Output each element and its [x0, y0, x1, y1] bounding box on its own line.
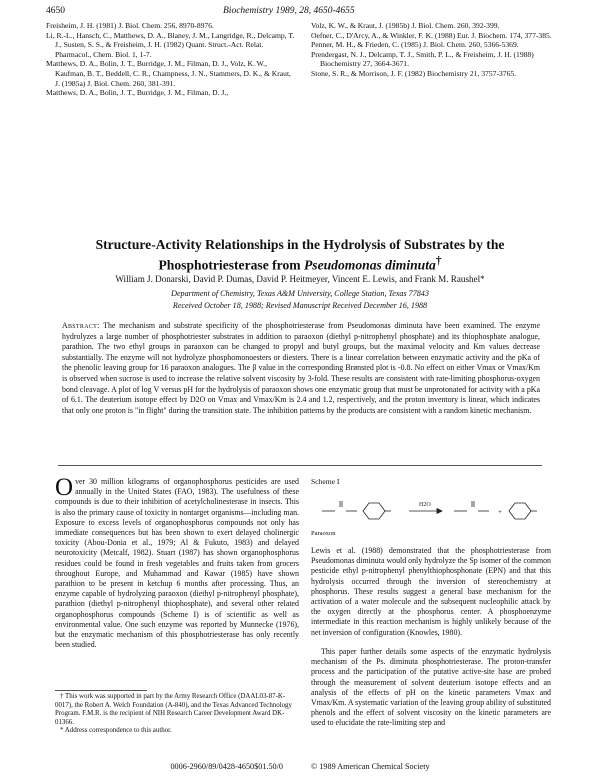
reference-item: Li, R.-L., Hansch, C., Matthews, D. A., Blaney, J. M., Langridge, R., Delcamp, T. J., Susten, S. S., & Freisheim, J. H. (1982) Quant. Struct.-Act. Relat. Pharmacol., Chem. Biol. 1, 1-7. — [46, 30, 295, 59]
title-prefix: Phosphotriesterase from — [158, 257, 304, 273]
reference-item: Freisheim, J. H. (1981) J. Biol. Chem. 256, 8970-8976. — [46, 21, 214, 30]
footnote-divider — [55, 690, 147, 691]
title-line-1: Structure-Activity Relationships in the Hydrolysis of Substrates by the — [95, 237, 505, 252]
references-right — [311, 21, 555, 79]
reaction-scheme — [309, 489, 553, 529]
reference-item: Prendergast, N. J., Delcamp, T. J., Smith, P. L., & Freisheim, J. H. (1988) Biochemistry 27, 3664-3671. — [311, 49, 534, 69]
affiliation: Department of Chemistry, Texas A&M University, College Station, Texas 77843 — [171, 289, 429, 298]
product-structure — [454, 501, 537, 519]
bottom-line — [0, 762, 600, 771]
abstract-divider — [58, 465, 542, 466]
references-left — [46, 21, 296, 98]
body-right-paragraph-1: Lewis et al. (1988) demonstrated that the phosphotriesterase from Pseudomonas diminuta would only hydrolyze the Sp isomer of the common pesticide ethyl p-nitrophenyl phenylthiophosphonate (EPN) and that this hydrolysis occurred through the inversion of stereochemistry at phosphorus. These results suggest a general base mechanism for the activation of a water molecule and the subsequent nucleophilic attack by the oxygen directly at the phosphorus center. A phosphoenzyme intermediate in this reaction mechanism is highly unlikely because of the net inversion of configuration (Knowles, 1980). — [311, 546, 551, 637]
reference-item: Volz, K. W., & Kraut, J. (1985b) J. Biol. Chem. 260, 392-399. — [311, 21, 500, 30]
reference-item: Stone, S. R., & Morrison, J. F. (1982) Biochemistry 21, 3757-3765. — [311, 68, 517, 78]
page-number: 4650 — [46, 6, 65, 16]
funding-footnote: † This work was supported in part by the Army Research Office (DAAL03-87-K-0017), the Robert A. Welch Foundation (A-840), and the Texas Advanced Technology Program. F.M.R. is the recipient of NIH Research Career Development Award DK-01366. — [55, 693, 292, 726]
abstract — [62, 321, 540, 416]
reference-item: Matthews, D. A., Bolin, J. T., Burridge, J. M., Filman, D. J., — [46, 88, 229, 98]
correspondence-footnote: * Address correspondence to this author. — [60, 727, 172, 734]
abstract-body: The mechanism and substrate specificity of the phosphotriesterase from Pseudomonas diminuta have been examined. The enzyme hydrolyzes a large number of phosphotriester substrates in addition to paraoxon (diethyl p-nitrophenyl phosphate) and its thiophosphate analogue, parathion. The two ethyl groups in paraoxon can be changed to propyl and butyl groups, but the maximal velocity and Km values decrease substantially. The enzyme will not hydrolyze phosphomonoesters or diesters. There is a linear correlation between enzymatic activity and the pKa of the phenolic leaving group for 16 paraoxon analogues. The β value in the corresponding Brønsted plot is -0.8. No effect on either Vmax or Vmax/Km is observed when sucrose is used to increase the relative solvent viscosity by 3-fold. These results are consistent with rate-limiting phosphorus-oxygen bond cleavage. A plot of log V versus pH for the hydrolysis of paraoxon shows one enzymatic group that must be unprotonated for activity with a pKa of 6.1. The deuterium isotope effect by D2O on Vmax and Vmax/Km is 2.4 and 1.2, respectively, and the proton inventory is linear, which indicates that only one proton is "in flight" during the transition state. The inhibition patterns by the products are consistent with a random kinetic mechanism. — [62, 321, 540, 415]
intro-paragraph: ver 30 million kilograms of organophosphorus pesticides are used annually in the United States (FAO, 1983). The usefulness of these compounds is due to their inhibition of acetylcholinesterase in insects. This is also the primary cause of toxicity in nontarget organisms—including man. Exposure to excess levels of organophosphorus compounds not only has immediate consequences but has been shown to exert delayed cholinergic toxicity (Abou-Donia et al., 1979; Al & Fukuto, 1983) and delayed neurotoxicity (Metcalf, 1982). Stuart (1987) has shown organophosphorus residues could be found in fresh vegetables and fruits taken from grocers throughout Europe, and Muhammad and Kawar (1985) have shown parathion to be present in ketchup 6 months after processing. Thus, an enzyme capable of hydrolyzing paraoxon (diethyl p-nitrophenyl phosphate), parathion (diethyl p-nitrophenyl thiophosphate), and several other related organophosphorus compounds (Scheme I) is of scientific as well as environmental value. One such enzyme was reported by Munnecke (1976), but the enzymatic mechanism of this phosphotriesterase has only recently been studied. — [55, 477, 299, 650]
received-dates: Received October 18, 1988; Revised Manuscript Received December 16, 1988 — [172, 301, 428, 310]
copyright: © 1989 American Chemical Society — [311, 762, 430, 771]
scheme-label: Scheme I — [311, 477, 340, 486]
paraoxon-structure — [322, 501, 391, 519]
abstract-label: Abstract: — [62, 321, 100, 330]
title-organism: Pseudomonas diminuta — [303, 257, 436, 273]
title-footnote-mark: † — [435, 255, 442, 267]
title-line-2 — [40, 253, 560, 274]
article-title — [40, 236, 560, 274]
plus-sign: + — [498, 508, 502, 516]
arrow-label: H2O — [419, 502, 431, 508]
reference-item: Matthews, D. A., Bolin, J. T., Burridge, J. M., Filman, D. J., Volz, K. W., Kaufman, B. T., Beddell, C. R., Champness, J. N., Stammers, D. K., & Kraut, J. (1985a) J. Biol. Chem. 260, 381-391. — [46, 59, 291, 88]
journal-citation: Biochemistry 1989, 28, 4650-4655 — [223, 6, 355, 16]
author-list: William J. Donarski, David P. Dumas, David P. Heitmeyer, Vincent E. Lewis, and Frank M. Raushel* — [115, 274, 485, 284]
footnotes — [55, 693, 299, 736]
reference-item: Penner, M. H., & Frieden, C. (1985) J. Biol. Chem. 260, 5366-5369. — [311, 40, 519, 50]
reference-item: Oefner, C., D'Arcy, A., & Winkler, F. K. (1988) Eur. J. Biochem. 174, 377-385. — [311, 30, 552, 40]
article-code: 0006-2960/89/0428-4650$01.50/0 — [170, 762, 284, 771]
scheme-compound-names: Paraoxon — [311, 530, 336, 537]
drop-cap: O — [55, 474, 74, 501]
body-right-paragraph-2: This paper further details some aspects of the enzymatic hydrolysis mechanism of the Ps. diminuta phosphotriesterase. The proton-transfer process and the participation of the putative active-site base are probed through the measurement of solvent deuterium isotope effects and an analysis of the effects of pH on the kinetic parameters Vmax and Vmax/Km. A systematic variation of the leaving group ability of substituted phenols and the effect of solvent viscosity on the kinetic parameters are used to elucidate the rate-limiting step and — [311, 647, 551, 728]
body-left-column — [55, 474, 299, 650]
reaction-arrow — [409, 509, 442, 514]
